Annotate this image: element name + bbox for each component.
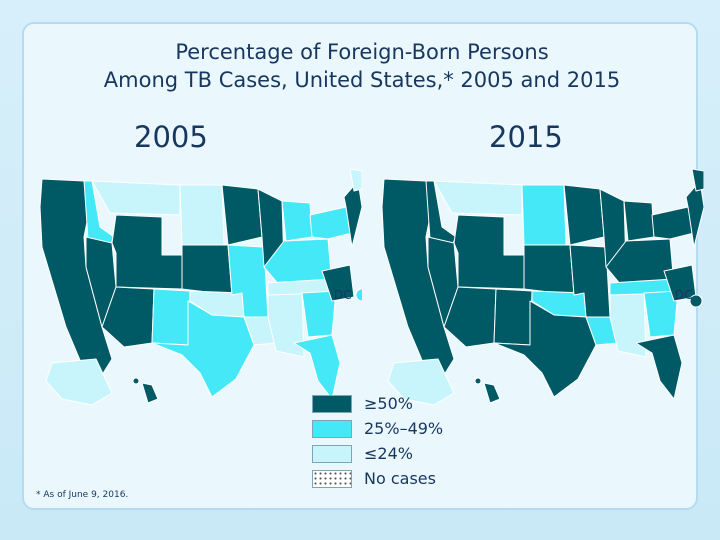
region-nd-sd [180,185,224,245]
region-nm [494,289,532,345]
region-mt [434,181,522,215]
region-ne-ks [182,245,232,295]
region-hi [484,383,500,403]
legend-swatch-low [312,445,352,463]
legend-swatch-high [312,395,352,413]
region-fl [636,335,682,399]
region-northeast [344,181,362,247]
map-2015-year-label: 2015 [489,120,563,154]
region-hi [142,383,158,403]
region-northeast [686,181,704,247]
region-mi [282,201,312,241]
region-mn-ia [222,185,262,245]
map-2005-year-label: 2005 [134,120,208,154]
legend-swatch-none [312,470,352,488]
title-line-1: Percentage of Foreign-Born Persons [175,40,549,64]
region-nd-sd [522,185,566,245]
region-nm [152,289,190,345]
region-ms-al [610,291,646,357]
region-hi-island [475,378,481,384]
region-ne-ks [524,245,574,295]
us-map-2015 [374,167,704,407]
slide-title [24,38,700,94]
dc-label-2005: DC [334,288,352,302]
region-ut-co [454,215,524,289]
region-ms-al [268,291,304,357]
dc-marker-2005 [356,289,362,301]
legend-label-none: No cases [364,469,436,488]
region-ut-co [112,215,182,289]
legend-label-low: ≤24% [364,444,413,463]
legend-swatch-mid [312,420,352,438]
footnote: * As of June 9, 2016. [36,490,129,500]
slide-panel [22,22,698,510]
region-mi [624,201,654,241]
legend-label-high: ≥50% [364,394,413,413]
region-pa-ny [310,207,352,239]
legend-label-mid: 25%–49% [364,419,444,438]
title-line-2: Among TB Cases, United States,* 2005 and 2015 [103,68,621,92]
dc-label-2015: DC [675,288,693,302]
region-hi-island [133,378,139,384]
region-mt [92,181,180,215]
us-map-2005 [32,167,362,407]
region-mn-ia [564,185,604,245]
region-fl [294,335,340,399]
region-pa-ny [652,207,694,239]
